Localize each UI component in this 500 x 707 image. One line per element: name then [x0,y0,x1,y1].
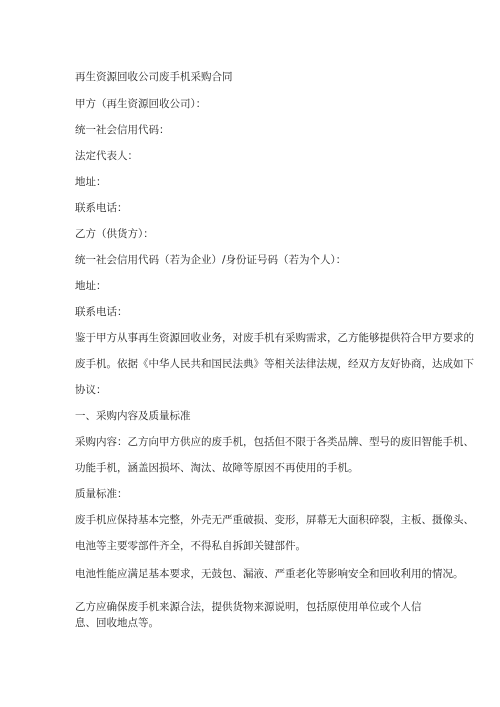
party-b-credit-code: 统一社会信用代码（若为企业）/身份证号码（若为个人）： [75,254,347,266]
party-a-credit-code: 统一社会信用代码： [75,124,170,136]
quality-heading: 质量标准： [75,488,128,500]
party-a-legal-rep: 法定代表人： [75,150,138,162]
battery-requirement: 电池性能应满足基本要求，无鼓包、漏液、严重老化等影响安全和回收利用的情况。 [75,568,464,580]
preamble-line-3: 协议： [75,384,107,396]
party-b-heading: 乙方（供货方）： [75,228,154,240]
party-b-phone: 联系电话： [75,306,128,318]
quality-line-1: 废手机应保持基本完整，外壳无严重破损、变形，屏幕无大面积碎裂，主板、摄像头、 [75,514,474,526]
party-a-heading: 甲方（再生资源回收公司）： [75,98,207,110]
purchase-content-line-2: 功能手机，涵盖因损坏、淘汰、故障等原因不再使用的手机。 [75,462,359,474]
party-b-address: 地址： [75,280,107,292]
party-a-phone: 联系电话： [75,202,128,214]
contract-title: 再生资源回收公司废手机采购合同 [75,71,233,83]
preamble-line-2: 废手机。依据《中华人民共和国民法典》等相关法律法规，经双方友好协商，达成如下 [75,358,474,370]
quality-line-2: 电池等主要零部件齐全，不得私自拆卸关键部件。 [75,540,306,552]
source-requirement: 乙方应确保废手机来源合法，提供货物来源说明，包括原使用单位或个人信息、回收地点等。 [75,601,422,629]
party-a-address: 地址： [75,176,107,188]
section-1-heading: 一、采购内容及质量标准 [75,410,191,422]
preamble-line-1: 鉴于甲方从事再生资源回收业务，对废手机有采购需求，乙方能够提供符合甲方要求的 [75,332,474,344]
purchase-content-line-1: 采购内容：乙方向甲方供应的废手机，包括但不限于各类品牌、型号的废旧智能手机、 [75,436,474,448]
